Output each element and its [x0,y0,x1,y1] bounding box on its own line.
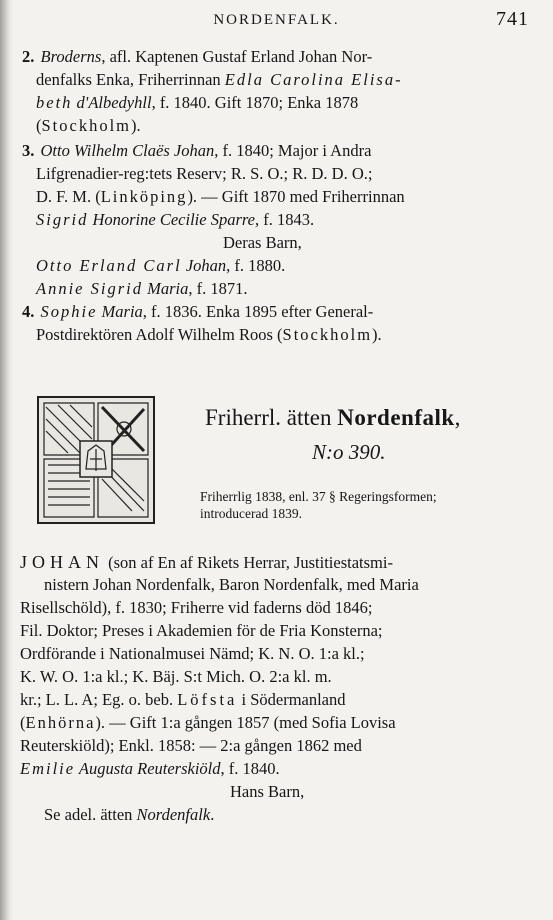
entry-text: Postdirektören Adolf Wilhelm Roos ( [36,325,283,344]
johan-line-1 [20,551,393,574]
entry-text: ). [131,116,141,135]
entry-2-line-4 [36,115,141,137]
person-name: Sophie [40,302,98,321]
entry-text: (son af En af Rikets Herrar, Justitiestatsmi- [104,553,393,572]
entry-text: , f. 1840; Major i Andra [214,141,372,160]
entry-text: ). [372,325,382,344]
johan-line-3: Risellschöld), f. 1830; Friherre vid faderns död 1846; [20,598,373,617]
person-name: Maria [97,302,143,321]
person-name: Otto Wilhelm Claës Johan [40,141,215,160]
johan-line-4: Fil. Doktor; Preses i Akademien för de Fria Konsterna; [20,621,383,640]
entry-4-line-2 [36,324,382,346]
johan-line-8 [20,712,396,734]
person-name: Augusta Reuterskiöld [75,759,221,778]
entry-text: D. F. M. ( [36,187,101,206]
entry-2-line-2 [36,69,403,91]
entry-text: , f. 1840. [220,759,280,778]
johan-line-5: Ordförande i Nationalmusei Nämd; K. N. O. 1:a kl.; [20,644,365,663]
entry-text: , f. 1840. Gift 1870; Enka 1878 [151,93,359,112]
entry-text: , f. 1871. [188,279,248,298]
person-name: Otto Erland Carl [36,256,182,275]
entry-text: Se adel. ätten [44,805,137,824]
entry-text: ( [20,713,26,732]
person-name: Johan [181,256,227,275]
family-title-suffix: , [454,405,461,430]
entry-text: kr.; L. L. A; Eg. o. beb. [20,690,178,709]
family-name: Nordenfalk [136,805,211,824]
entry-number: 3. [22,141,35,160]
entry-text: , f. 1843. [255,210,315,229]
binding-shadow [0,0,14,920]
person-name: Annie Sigrid [36,279,143,298]
entry-number: 4. [22,302,35,321]
entry-text: ). — Gift 1:a gången 1857 (med Sofia Lovisa [95,713,396,732]
person-name: Honorine Cecilie Sparre [88,210,255,229]
person-name: Broderns [40,47,102,66]
entry-3-line-4 [36,209,314,231]
family-note-line-2: introducerad 1839. [200,506,302,521]
entry-2-line-3 [36,92,358,114]
place-name: Löfsta [177,690,238,709]
children-heading: Hans Barn, [230,782,305,801]
entry-2-line-1 [22,46,372,68]
entry-3-line-2: Lifgrenadier-reg:tets Reserv; R. S. O.; R. D. D. O.; [36,164,373,183]
entry-4-line-1 [22,301,373,323]
person-name: Sigrid [36,210,89,229]
family-name: Nordenfalk [337,405,455,430]
person-name: Maria [142,279,189,298]
child-line-2 [36,278,247,300]
page-number: 741 [496,8,529,30]
coat-of-arms-icon [36,395,156,525]
johan-line-10 [20,758,280,780]
person-name: JOHAN [20,552,105,572]
johan-line-12 [44,804,214,826]
running-title: NORDENFALK. [213,12,340,28]
entry-3-line-1 [22,140,371,162]
family-title [205,405,460,431]
place-name: Stockholm [282,325,373,344]
person-name: Emilie [20,759,76,778]
person-name: beth [36,93,73,112]
place-name: Enhörna [25,713,96,732]
johan-line-6: K. W. O. 1:a kl.; K. Bäj. S:t Mich. O. 2:a kl. m. [20,667,332,686]
johan-line-9: Reuterskiöld); Enkl. 1858: — 2:a gången 1862 med [20,736,362,755]
johan-line-7 [20,689,346,711]
family-number: N:o 390. [312,440,386,464]
entry-text: , afl. Kaptenen Gustaf Erland Johan Nor- [101,47,373,66]
family-note-line-1: Friherrlig 1838, enl. 37 § Regeringsformen; [200,489,437,504]
entry-text: denfalks Enka, Friherrinnan [36,70,225,89]
entry-text: i Södermanland [237,690,346,709]
entry-number: 2. [22,47,35,66]
place-name: Linköping [100,187,188,206]
place-name: Stockholm [41,116,132,135]
children-heading: Deras Barn, [223,233,302,252]
entry-text: . [210,805,215,824]
entry-text: , f. 1836. Enka 1895 efter General- [142,302,374,321]
person-name: d'Albedyhll [72,93,152,112]
entry-text: , f. 1880. [226,256,286,275]
child-line-1 [36,255,285,277]
entry-3-line-3 [36,186,405,208]
johan-line-2: nistern Johan Nordenfalk, Baron Nordenfalk, med Maria [44,575,419,594]
family-title-prefix: Friherrl. ätten [205,405,338,430]
person-name: Edla Carolina Elisa- [224,70,403,89]
entry-text: ( [36,116,42,135]
entry-text: ). — Gift 1870 med Friherrinnan [187,187,405,206]
